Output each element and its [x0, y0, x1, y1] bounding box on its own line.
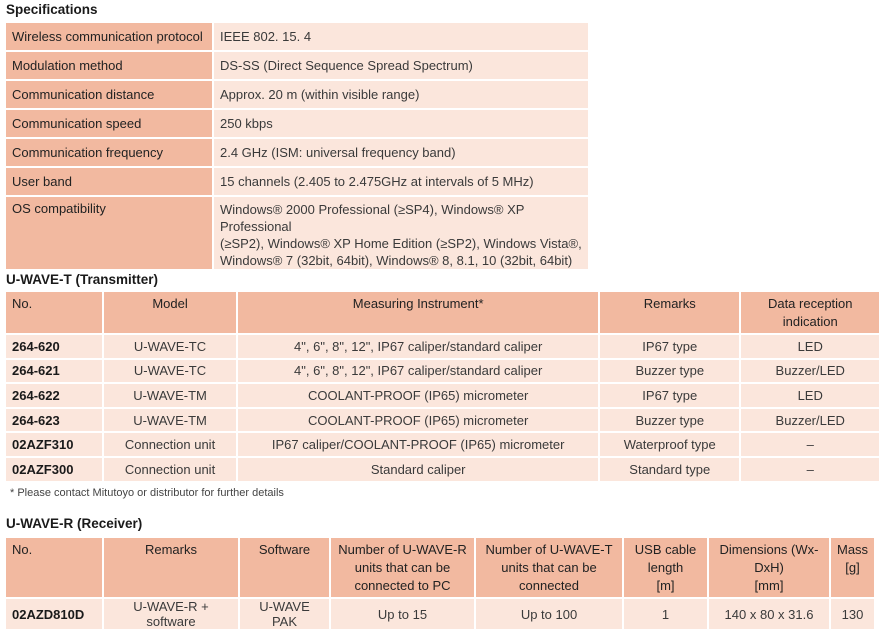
cell-model: U-WAVE-TC	[104, 335, 236, 358]
cell-model: U-WAVE-TM	[104, 409, 236, 432]
header-line: Remarks	[144, 542, 197, 557]
header-no	[6, 538, 102, 597]
cell-model: U-WAVE-TC	[104, 360, 236, 383]
cell-remarks: IP67 type	[600, 335, 739, 358]
cell-no: 264-623	[6, 409, 102, 432]
cell-no: 02AZF300	[6, 458, 102, 481]
header-remarks: Remarks	[600, 292, 739, 333]
cell-instrument: IP67 caliper/COOLANT-PROOF (IP65) micrometer	[238, 433, 598, 456]
header-model: Model	[104, 292, 236, 333]
spec-value: Approx. 20 m (within visible range)	[214, 81, 588, 108]
header-line: indication	[782, 314, 838, 329]
header-line: Data reception	[767, 296, 853, 311]
header-no: No.	[6, 292, 102, 333]
cell-instrument: COOLANT-PROOF (IP65) micrometer	[238, 384, 598, 407]
spec-value	[214, 197, 588, 269]
header-dimensions	[709, 538, 829, 597]
spec-label: Modulation method	[6, 52, 212, 79]
header-line: connected	[519, 578, 579, 593]
cell-no: 02AZF310	[6, 433, 102, 456]
receiver-table	[4, 536, 876, 631]
spec-label: Communication speed	[6, 110, 212, 137]
header-line: USB cable	[634, 542, 697, 557]
os-line: Windows® 2000 Professional (≥SP4), Windows® XP Professional	[220, 202, 525, 234]
cell-dimensions: 140 x 80 x 31.6	[709, 599, 829, 629]
os-line: (≥SP2), Windows® XP Home Edition (≥SP2), Windows Vista®,	[220, 236, 582, 251]
footnote: * Please contact Mitutoyo or distributor for further details	[10, 487, 284, 499]
table-row	[6, 458, 879, 481]
table-row	[6, 360, 879, 383]
spec-value: IEEE 802. 15. 4	[214, 23, 588, 50]
header-r-units	[331, 538, 474, 597]
cell-usb-length: 1	[624, 599, 707, 629]
cell-indication: Buzzer/LED	[741, 360, 879, 383]
cell-instrument: COOLANT-PROOF (IP65) micrometer	[238, 409, 598, 432]
table-header-row	[6, 538, 874, 597]
header-remarks	[104, 538, 238, 597]
os-line: Windows® 7 (32bit, 64bit), Windows® 8, 8.1, 10 (32bit, 64bit)	[220, 253, 573, 268]
specifications-title: Specifications	[6, 2, 98, 17]
cell-no: 02AZD810D	[6, 599, 102, 629]
cell-indication: Buzzer/LED	[741, 409, 879, 432]
header-mass	[831, 538, 874, 597]
spec-value: DS-SS (Direct Sequence Spread Spectrum)	[214, 52, 588, 79]
header-line: [g]	[845, 560, 860, 575]
table-row	[6, 409, 879, 432]
cell-instrument: 4", 6", 8", 12", IP67 caliper/standard caliper	[238, 360, 598, 383]
header-line: [mm]	[754, 578, 784, 593]
cell-indication: –	[741, 458, 879, 481]
header-line: length	[647, 560, 684, 575]
cell-remarks: IP67 type	[600, 384, 739, 407]
spec-label: User band	[6, 168, 212, 195]
spec-label: OS compatibility	[6, 197, 212, 269]
cell-indication: LED	[741, 384, 879, 407]
header-usb-length	[624, 538, 707, 597]
table-row	[6, 335, 879, 358]
transmitter-title: U-WAVE-T (Transmitter)	[6, 272, 159, 287]
table-row	[6, 384, 879, 407]
transmitter-table	[4, 290, 881, 483]
header-line: Number of U-WAVE-R	[338, 542, 467, 557]
cell-model: Connection unit	[104, 458, 236, 481]
cell-mass: 130	[831, 599, 874, 629]
table-row	[6, 599, 874, 629]
cell-t-units: Up to 100	[476, 599, 622, 629]
header-instrument: Measuring Instrument*	[238, 292, 598, 333]
cell-remarks: Standard type	[600, 458, 739, 481]
cell-model: U-WAVE-TM	[104, 384, 236, 407]
cell-remarks: U-WAVE-R + software	[104, 599, 238, 629]
header-line: DxH)	[754, 560, 784, 575]
spec-row	[6, 197, 588, 269]
header-line: units that can be	[501, 560, 597, 575]
cell-no: 264-622	[6, 384, 102, 407]
receiver-title: U-WAVE-R (Receiver)	[6, 516, 143, 531]
cell-instrument: 4", 6", 8", 12", IP67 caliper/standard caliper	[238, 335, 598, 358]
cell-model: Connection unit	[104, 433, 236, 456]
header-t-units	[476, 538, 622, 597]
spec-label: Wireless communication protocol	[6, 23, 212, 50]
spec-row	[6, 81, 588, 108]
header-line: Number of U-WAVE-T	[485, 542, 613, 557]
spec-label: Communication distance	[6, 81, 212, 108]
spec-value: 2.4 GHz (ISM: universal frequency band)	[214, 139, 588, 166]
cell-software: U-WAVE PAK	[240, 599, 329, 629]
header-line: Software	[258, 542, 311, 557]
spec-row	[6, 168, 588, 195]
spec-row	[6, 139, 588, 166]
header-line: Mass	[837, 542, 869, 557]
cell-instrument: Standard caliper	[238, 458, 598, 481]
cell-no: 264-621	[6, 360, 102, 383]
header-line: units that can be	[354, 560, 451, 575]
cell-indication: LED	[741, 335, 879, 358]
cell-no: 264-620	[6, 335, 102, 358]
spec-value: 15 channels (2.405 to 2.475GHz at intervals of 5 MHz)	[214, 168, 588, 195]
cell-indication: –	[741, 433, 879, 456]
cell-r-units: Up to 15	[331, 599, 474, 629]
header-data-reception	[741, 292, 879, 333]
cell-remarks: Waterproof type	[600, 433, 739, 456]
spec-row	[6, 52, 588, 79]
header-line: Dimensions (Wx-	[719, 542, 819, 557]
cell-remarks: Buzzer type	[600, 360, 739, 383]
spec-value: 250 kbps	[214, 110, 588, 137]
table-header-row	[6, 292, 879, 333]
spec-label: Communication frequency	[6, 139, 212, 166]
header-line: [m]	[656, 578, 675, 593]
cell-remarks: Buzzer type	[600, 409, 739, 432]
table-row	[6, 433, 879, 456]
header-line: No.	[12, 542, 33, 557]
header-software	[240, 538, 329, 597]
spec-row	[6, 23, 588, 50]
specifications-table	[4, 21, 590, 271]
spec-row	[6, 110, 588, 137]
header-line: connected to PC	[354, 578, 451, 593]
